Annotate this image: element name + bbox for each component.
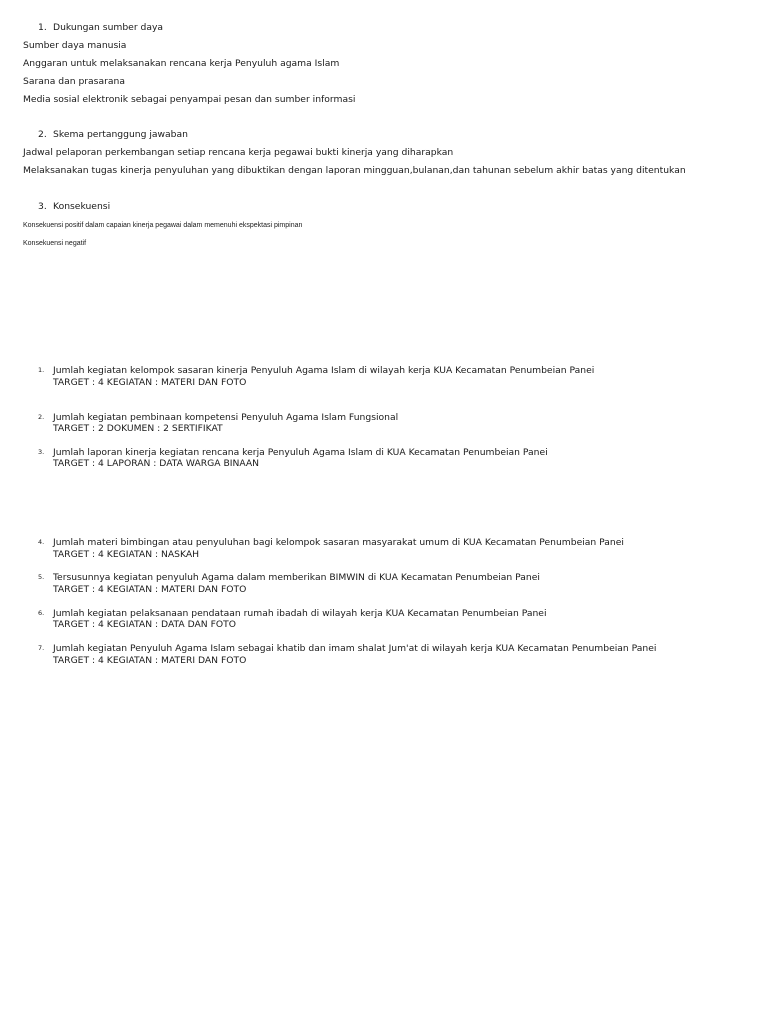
- target-value: TARGET : 4 KEGIATAN : MATERI DAN FOTO: [53, 377, 247, 388]
- section-number: 3.: [38, 201, 47, 212]
- target-title: Jumlah kegiatan Penyuluh Agama Islam sebagai khatib dan imam shalat Jum'at di wilayah kerja KUA Kecamatan Penumbeian Panei: [53, 643, 657, 654]
- target-number: 7.: [38, 644, 45, 652]
- target-number: 3.: [38, 448, 45, 456]
- accountability-item: Melaksanakan tugas kinerja penyuluhan yang dibuktikan dengan laporan mingguan,bulanan,dan tahunan sebelum akhir batas yang ditentukan: [23, 165, 686, 176]
- target-title: Jumlah kegiatan kelompok sasaran kinerja Penyuluh Agama Islam di wilayah kerja KUA Kecamatan Penumbeian Panei: [53, 365, 595, 376]
- target-value: TARGET : 4 KEGIATAN : MATERI DAN FOTO: [53, 655, 247, 666]
- support-item: Sarana dan prasarana: [23, 76, 125, 87]
- target-number: 4.: [38, 538, 45, 546]
- target-number: 2.: [38, 413, 45, 421]
- consequence-item: Konsekuensi negatif: [23, 240, 87, 247]
- target-title: Tersusunnya kegiatan penyuluh Agama dalam memberikan BIMWIN di KUA Kecamatan Penumbeian Panei: [53, 572, 540, 583]
- target-value: TARGET : 4 LAPORAN : DATA WARGA BINAAN: [53, 458, 260, 469]
- target-title: Jumlah kegiatan pelaksanaan pendataan rumah ibadah di wilayah kerja KUA Kecamatan Penumbeian Panei: [53, 608, 547, 619]
- target-value: TARGET : 4 KEGIATAN : NASKAH: [53, 549, 200, 560]
- section-heading-accountability: Skema pertanggung jawaban: [53, 129, 188, 140]
- target-value: TARGET : 2 DOKUMEN : 2 SERTIFIKAT: [53, 423, 223, 434]
- target-title: Jumlah kegiatan pembinaan kompetensi Penyuluh Agama Islam Fungsional: [53, 412, 399, 423]
- target-title: Jumlah materi bimbingan atau penyuluhan bagi kelompok sasaran masyarakat umum di KUA Kecamatan Penumbeian Panei: [53, 537, 624, 548]
- section-heading-consequence: Konsekuensi: [53, 201, 111, 212]
- section-heading-support: Dukungan sumber daya: [53, 22, 164, 33]
- consequence-item: Konsekuensi positif dalam capaian kinerja pegawai dalam memenuhi ekspektasi pimpinan: [23, 222, 303, 229]
- target-number: 1.: [38, 366, 45, 374]
- target-value: TARGET : 4 KEGIATAN : MATERI DAN FOTO: [53, 584, 247, 595]
- target-title: Jumlah laporan kinerja kegiatan rencana kerja Penyuluh Agama Islam di KUA Kecamatan Penumbeian Panei: [53, 447, 548, 458]
- support-item: Anggaran untuk melaksanakan rencana kerja Penyuluh agama Islam: [23, 58, 340, 69]
- accountability-item: Jadwal pelaporan perkembangan setiap rencana kerja pegawai bukti kinerja yang diharapkan: [23, 147, 454, 158]
- support-item: Sumber daya manusia: [23, 40, 127, 51]
- section-number: 1.: [38, 22, 47, 33]
- section-number: 2.: [38, 129, 47, 140]
- target-number: 6.: [38, 609, 45, 617]
- support-item: Media sosial elektronik sebagai penyampai pesan dan sumber informasi: [23, 94, 356, 105]
- target-number: 5.: [38, 573, 45, 581]
- target-value: TARGET : 4 KEGIATAN : DATA DAN FOTO: [53, 619, 236, 630]
